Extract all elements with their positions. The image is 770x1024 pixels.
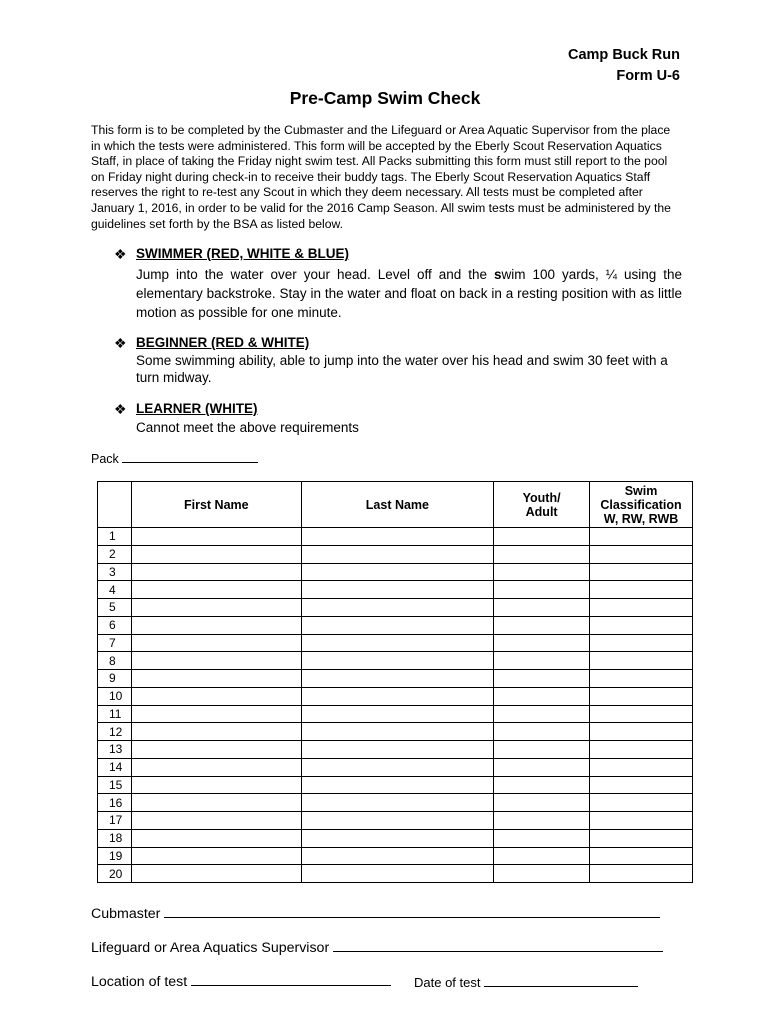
swim-header-line3: W, RW, RWB bbox=[603, 511, 679, 526]
youth-adult-cell[interactable] bbox=[494, 634, 590, 652]
roster-table bbox=[97, 481, 693, 883]
lifeguard-label: Lifeguard or Area Aquatics Supervisor bbox=[91, 940, 330, 956]
row-number: 18 bbox=[98, 829, 132, 847]
row-number: 8 bbox=[98, 652, 132, 670]
table-row bbox=[98, 599, 693, 617]
first-name-cell[interactable] bbox=[131, 812, 301, 830]
first-name-cell[interactable] bbox=[131, 687, 301, 705]
first-name-cell[interactable] bbox=[131, 829, 301, 847]
swim-classification-cell[interactable] bbox=[590, 758, 693, 776]
cubmaster-signature bbox=[91, 903, 660, 922]
date-label: Date of test bbox=[414, 975, 481, 990]
pack-field bbox=[91, 450, 258, 466]
table-row bbox=[98, 616, 693, 634]
table-row bbox=[98, 670, 693, 688]
last-name-cell[interactable] bbox=[301, 634, 494, 652]
swim-classification-cell[interactable] bbox=[590, 847, 693, 865]
last-name-cell[interactable] bbox=[301, 776, 494, 794]
youth-adult-cell[interactable] bbox=[494, 687, 590, 705]
swim-classification-cell[interactable] bbox=[590, 705, 693, 723]
swim-classification-cell[interactable] bbox=[590, 670, 693, 688]
swim-classification-cell[interactable] bbox=[590, 599, 693, 617]
youth-adult-cell[interactable] bbox=[494, 670, 590, 688]
first-name-cell[interactable] bbox=[131, 563, 301, 581]
last-name-cell[interactable] bbox=[301, 847, 494, 865]
row-number: 17 bbox=[98, 812, 132, 830]
roster-body bbox=[98, 528, 693, 883]
youth-adult-cell[interactable] bbox=[494, 794, 590, 812]
youth-adult-cell[interactable] bbox=[494, 776, 590, 794]
youth-adult-cell[interactable] bbox=[494, 705, 590, 723]
first-name-cell[interactable] bbox=[131, 599, 301, 617]
lifeguard-signature bbox=[91, 937, 663, 956]
table-row bbox=[98, 687, 693, 705]
first-name-cell[interactable] bbox=[131, 528, 301, 546]
youth-adult-cell[interactable] bbox=[494, 652, 590, 670]
youth-adult-cell[interactable] bbox=[494, 581, 590, 599]
pack-input-line[interactable] bbox=[122, 450, 258, 463]
swim-classification-cell[interactable] bbox=[590, 794, 693, 812]
table-row bbox=[98, 634, 693, 652]
youth-header-line2: Adult bbox=[525, 504, 558, 519]
beginner-title: BEGINNER (RED & WHITE) bbox=[136, 335, 310, 350]
row-number: 14 bbox=[98, 758, 132, 776]
last-name-cell[interactable] bbox=[301, 865, 494, 883]
last-name-cell[interactable] bbox=[301, 670, 494, 688]
table-row bbox=[98, 758, 693, 776]
learner-description: Cannot meet the above requirements bbox=[136, 420, 359, 435]
lifeguard-line[interactable] bbox=[333, 937, 663, 952]
last-name-cell[interactable] bbox=[301, 545, 494, 563]
table-row bbox=[98, 829, 693, 847]
table-row bbox=[98, 741, 693, 759]
last-name-cell[interactable] bbox=[301, 741, 494, 759]
beginner-description: Some swimming ability, able to jump into the water over his head and swim 30 feet with a turn midway. bbox=[136, 353, 668, 385]
location-line[interactable] bbox=[191, 971, 391, 986]
youth-adult-cell[interactable] bbox=[494, 758, 590, 776]
first-name-cell[interactable] bbox=[131, 652, 301, 670]
diamond-bullet-icon: ❖ bbox=[114, 401, 127, 417]
swimmer-title: SWIMMER (RED, WHITE & BLUE) bbox=[136, 246, 349, 261]
date-field bbox=[414, 973, 638, 990]
cubmaster-line[interactable] bbox=[164, 903, 660, 918]
row-number: 4 bbox=[98, 581, 132, 599]
page-title: Pre-Camp Swim Check bbox=[289, 88, 481, 108]
row-number: 11 bbox=[98, 705, 132, 723]
row-number: 15 bbox=[98, 776, 132, 794]
last-name-cell[interactable] bbox=[301, 616, 494, 634]
youth-adult-header bbox=[494, 482, 590, 528]
first-name-cell[interactable] bbox=[131, 758, 301, 776]
youth-adult-cell[interactable] bbox=[494, 865, 590, 883]
swim-classification-cell[interactable] bbox=[590, 829, 693, 847]
row-number: 13 bbox=[98, 741, 132, 759]
first-name-cell[interactable] bbox=[131, 865, 301, 883]
last-name-cell[interactable] bbox=[301, 829, 494, 847]
youth-adult-cell[interactable] bbox=[494, 599, 590, 617]
swim-header-line2: Classification bbox=[600, 497, 682, 512]
number-header bbox=[98, 482, 132, 528]
last-name-cell[interactable] bbox=[301, 723, 494, 741]
swim-classification-header bbox=[590, 482, 693, 528]
intro-paragraph: This form is to be completed by the Cubmaster and the Lifeguard or Area Aquatic Supervisor from the place in which the tests were administered. This form will be accepted by the Eberly Scout Reservation Aquatics Staff, in place of taking the Friday night swim test. All Packs submitting this form must still report to the pool on Friday night during check-in to receive their buddy tags. The Eberly Scout Reservation Aquatics Staff reserves the right to re-test any Scout in which they deem necessary. All tests must be completed after January 1, 2016, in order to be valid for the 2016 Camp Season. All swim tests must be administered by the guidelines set forth by the BSA as listed below. bbox=[91, 123, 671, 231]
swim-classification-cell[interactable] bbox=[590, 865, 693, 883]
swimmer-desc-bold: s bbox=[494, 267, 502, 282]
row-number: 3 bbox=[98, 563, 132, 581]
youth-adult-cell[interactable] bbox=[494, 829, 590, 847]
youth-adult-cell[interactable] bbox=[494, 847, 590, 865]
table-row bbox=[98, 812, 693, 830]
first-name-cell[interactable] bbox=[131, 545, 301, 563]
learner-title: LEARNER (WHITE) bbox=[136, 401, 258, 416]
youth-adult-cell[interactable] bbox=[494, 545, 590, 563]
date-line[interactable] bbox=[484, 973, 638, 987]
swim-classification-cell[interactable] bbox=[590, 563, 693, 581]
swim-classification-cell[interactable] bbox=[590, 581, 693, 599]
table-row bbox=[98, 652, 693, 670]
row-number: 6 bbox=[98, 616, 132, 634]
last-name-cell[interactable] bbox=[301, 705, 494, 723]
swim-classification-cell[interactable] bbox=[590, 741, 693, 759]
table-row bbox=[98, 545, 693, 563]
swimmer-desc-part-a: Jump into the water over your head. Level off and the bbox=[136, 267, 494, 282]
swimmer-desc-part-b: wim 100 yards, ¼ using the elementary backstroke. Stay in the water and float on back in a resting position with as little motion as possible for one minute. bbox=[136, 267, 683, 320]
row-number: 12 bbox=[98, 723, 132, 741]
youth-adult-cell[interactable] bbox=[494, 741, 590, 759]
swimmer-description bbox=[136, 265, 682, 322]
first-name-cell[interactable] bbox=[131, 670, 301, 688]
swim-classification-cell[interactable] bbox=[590, 634, 693, 652]
swim-classification-cell[interactable] bbox=[590, 687, 693, 705]
table-row bbox=[98, 776, 693, 794]
row-number: 16 bbox=[98, 794, 132, 812]
table-header-row bbox=[98, 482, 693, 528]
table-row bbox=[98, 865, 693, 883]
last-name-cell[interactable] bbox=[301, 812, 494, 830]
row-number: 5 bbox=[98, 599, 132, 617]
table-row bbox=[98, 794, 693, 812]
swim-classification-cell[interactable] bbox=[590, 545, 693, 563]
first-name-cell[interactable] bbox=[131, 794, 301, 812]
table-row bbox=[98, 581, 693, 599]
first-name-cell[interactable] bbox=[131, 634, 301, 652]
swim-header-line1: Swim bbox=[624, 483, 658, 498]
diamond-bullet-icon: ❖ bbox=[114, 335, 127, 351]
swim-classification-cell[interactable] bbox=[590, 528, 693, 546]
table-row bbox=[98, 847, 693, 865]
row-number: 19 bbox=[98, 847, 132, 865]
table-row bbox=[98, 705, 693, 723]
last-name-cell[interactable] bbox=[301, 758, 494, 776]
last-name-cell[interactable] bbox=[301, 794, 494, 812]
youth-adult-cell[interactable] bbox=[494, 528, 590, 546]
first-name-cell[interactable] bbox=[131, 705, 301, 723]
row-number: 1 bbox=[98, 528, 132, 546]
row-number: 10 bbox=[98, 687, 132, 705]
first-name-cell[interactable] bbox=[131, 776, 301, 794]
swim-classification-cell[interactable] bbox=[590, 616, 693, 634]
youth-header-line1: Youth/ bbox=[522, 490, 561, 505]
first-name-cell[interactable] bbox=[131, 723, 301, 741]
row-number: 20 bbox=[98, 865, 132, 883]
last-name-cell[interactable] bbox=[301, 563, 494, 581]
swim-classification-cell[interactable] bbox=[590, 812, 693, 830]
table-row bbox=[98, 563, 693, 581]
table-row bbox=[98, 528, 693, 546]
swim-classification-cell[interactable] bbox=[590, 652, 693, 670]
youth-adult-cell[interactable] bbox=[494, 616, 590, 634]
first-name-cell[interactable] bbox=[131, 616, 301, 634]
cubmaster-label: Cubmaster bbox=[91, 906, 161, 922]
youth-adult-cell[interactable] bbox=[494, 563, 590, 581]
location-field bbox=[91, 971, 391, 990]
form-number: Form U-6 bbox=[616, 68, 680, 84]
pack-label: Pack bbox=[91, 452, 119, 466]
last-name-cell[interactable] bbox=[301, 652, 494, 670]
camp-name: Camp Buck Run bbox=[568, 47, 680, 63]
row-number: 7 bbox=[98, 634, 132, 652]
location-label: Location of test bbox=[91, 974, 188, 990]
first-name-cell[interactable] bbox=[131, 581, 301, 599]
row-number: 2 bbox=[98, 545, 132, 563]
last-name-cell[interactable] bbox=[301, 599, 494, 617]
table-row bbox=[98, 723, 693, 741]
first-name-header: First Name bbox=[131, 482, 301, 528]
swim-classification-cell[interactable] bbox=[590, 723, 693, 741]
last-name-cell[interactable] bbox=[301, 528, 494, 546]
swim-classification-cell[interactable] bbox=[590, 776, 693, 794]
last-name-header: Last Name bbox=[301, 482, 494, 528]
first-name-cell[interactable] bbox=[131, 847, 301, 865]
last-name-cell[interactable] bbox=[301, 687, 494, 705]
youth-adult-cell[interactable] bbox=[494, 812, 590, 830]
youth-adult-cell[interactable] bbox=[494, 723, 590, 741]
diamond-bullet-icon: ❖ bbox=[114, 246, 127, 262]
first-name-cell[interactable] bbox=[131, 741, 301, 759]
last-name-cell[interactable] bbox=[301, 581, 494, 599]
row-number: 9 bbox=[98, 670, 132, 688]
